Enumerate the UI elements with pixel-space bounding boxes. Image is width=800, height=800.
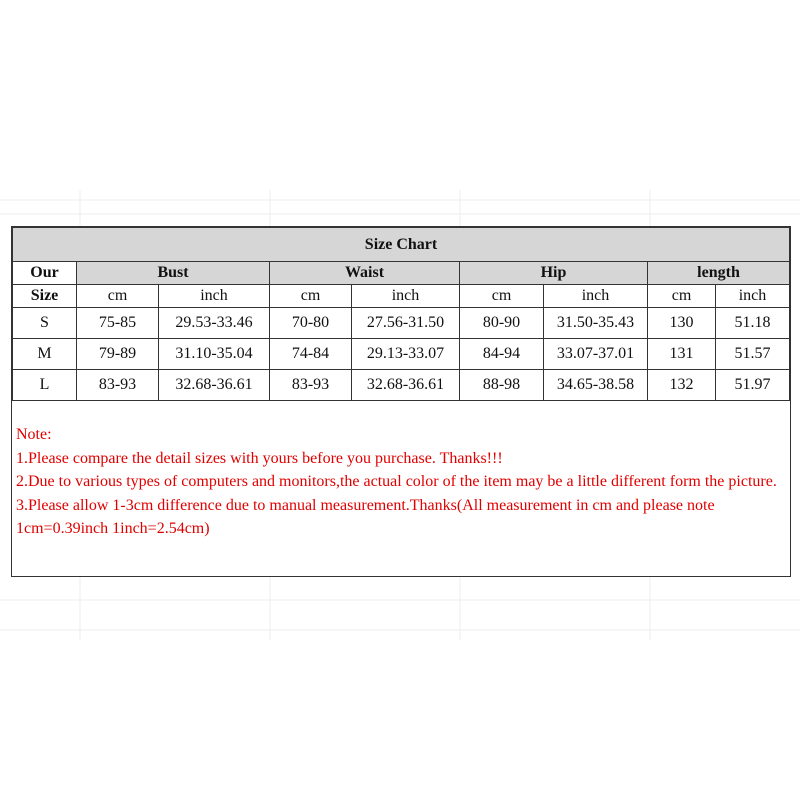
size-label: M [13, 339, 77, 370]
unit-header: inch [544, 285, 648, 308]
size-label: L [13, 370, 77, 401]
table-title: Size Chart [13, 228, 790, 262]
unit-header: cm [270, 285, 352, 308]
table-cell: 130 [648, 308, 716, 339]
table-cell: 51.97 [716, 370, 790, 401]
group-header-waist: Waist [270, 262, 460, 285]
group-header-length: length [648, 262, 790, 285]
notes-heading: Note: [16, 426, 52, 443]
table-cell: 83-93 [270, 370, 352, 401]
size-chart-sheet [11, 226, 791, 577]
note-line: 3.Please allow 1-3cm difference due to manual measurement.Thanks(All measurement in cm and please note 1cm=0.39inch 1inch=2.54cm) [16, 496, 715, 537]
size-header-line2: Size [13, 285, 77, 308]
table-cell: 34.65-38.58 [544, 370, 648, 401]
table-cell: 88-98 [460, 370, 544, 401]
unit-header: inch [159, 285, 270, 308]
table-row [13, 370, 790, 401]
table-row [13, 308, 790, 339]
unit-header: cm [77, 285, 159, 308]
unit-header: cm [648, 285, 716, 308]
group-header-bust: Bust [77, 262, 270, 285]
group-header-hip: Hip [460, 262, 648, 285]
size-chart-table [12, 227, 790, 401]
table-cell: 131 [648, 339, 716, 370]
table-cell: 132 [648, 370, 716, 401]
table-cell: 80-90 [460, 308, 544, 339]
table-cell: 75-85 [77, 308, 159, 339]
table-cell: 79-89 [77, 339, 159, 370]
size-header-line1: Our [13, 262, 77, 285]
table-cell: 29.13-33.07 [352, 339, 460, 370]
size-label: S [13, 308, 77, 339]
table-cell: 32.68-36.61 [159, 370, 270, 401]
notes-section [16, 423, 786, 541]
table-cell: 70-80 [270, 308, 352, 339]
table-cell: 31.50-35.43 [544, 308, 648, 339]
table-cell: 32.68-36.61 [352, 370, 460, 401]
table-row [13, 339, 790, 370]
note-line: 2.Due to various types of computers and monitors,the actual color of the item may be a little different form the picture. [16, 473, 777, 490]
table-cell: 27.56-31.50 [352, 308, 460, 339]
table-cell: 51.57 [716, 339, 790, 370]
table-cell: 74-84 [270, 339, 352, 370]
unit-header: cm [460, 285, 544, 308]
unit-header: inch [352, 285, 460, 308]
table-cell: 83-93 [77, 370, 159, 401]
unit-header: inch [716, 285, 790, 308]
table-cell: 84-94 [460, 339, 544, 370]
note-line: 1.Please compare the detail sizes with yours before you purchase. Thanks!!! [16, 449, 503, 467]
table-cell: 29.53-33.46 [159, 308, 270, 339]
table-cell: 31.10-35.04 [159, 339, 270, 370]
table-cell: 33.07-37.01 [544, 339, 648, 370]
table-cell: 51.18 [716, 308, 790, 339]
